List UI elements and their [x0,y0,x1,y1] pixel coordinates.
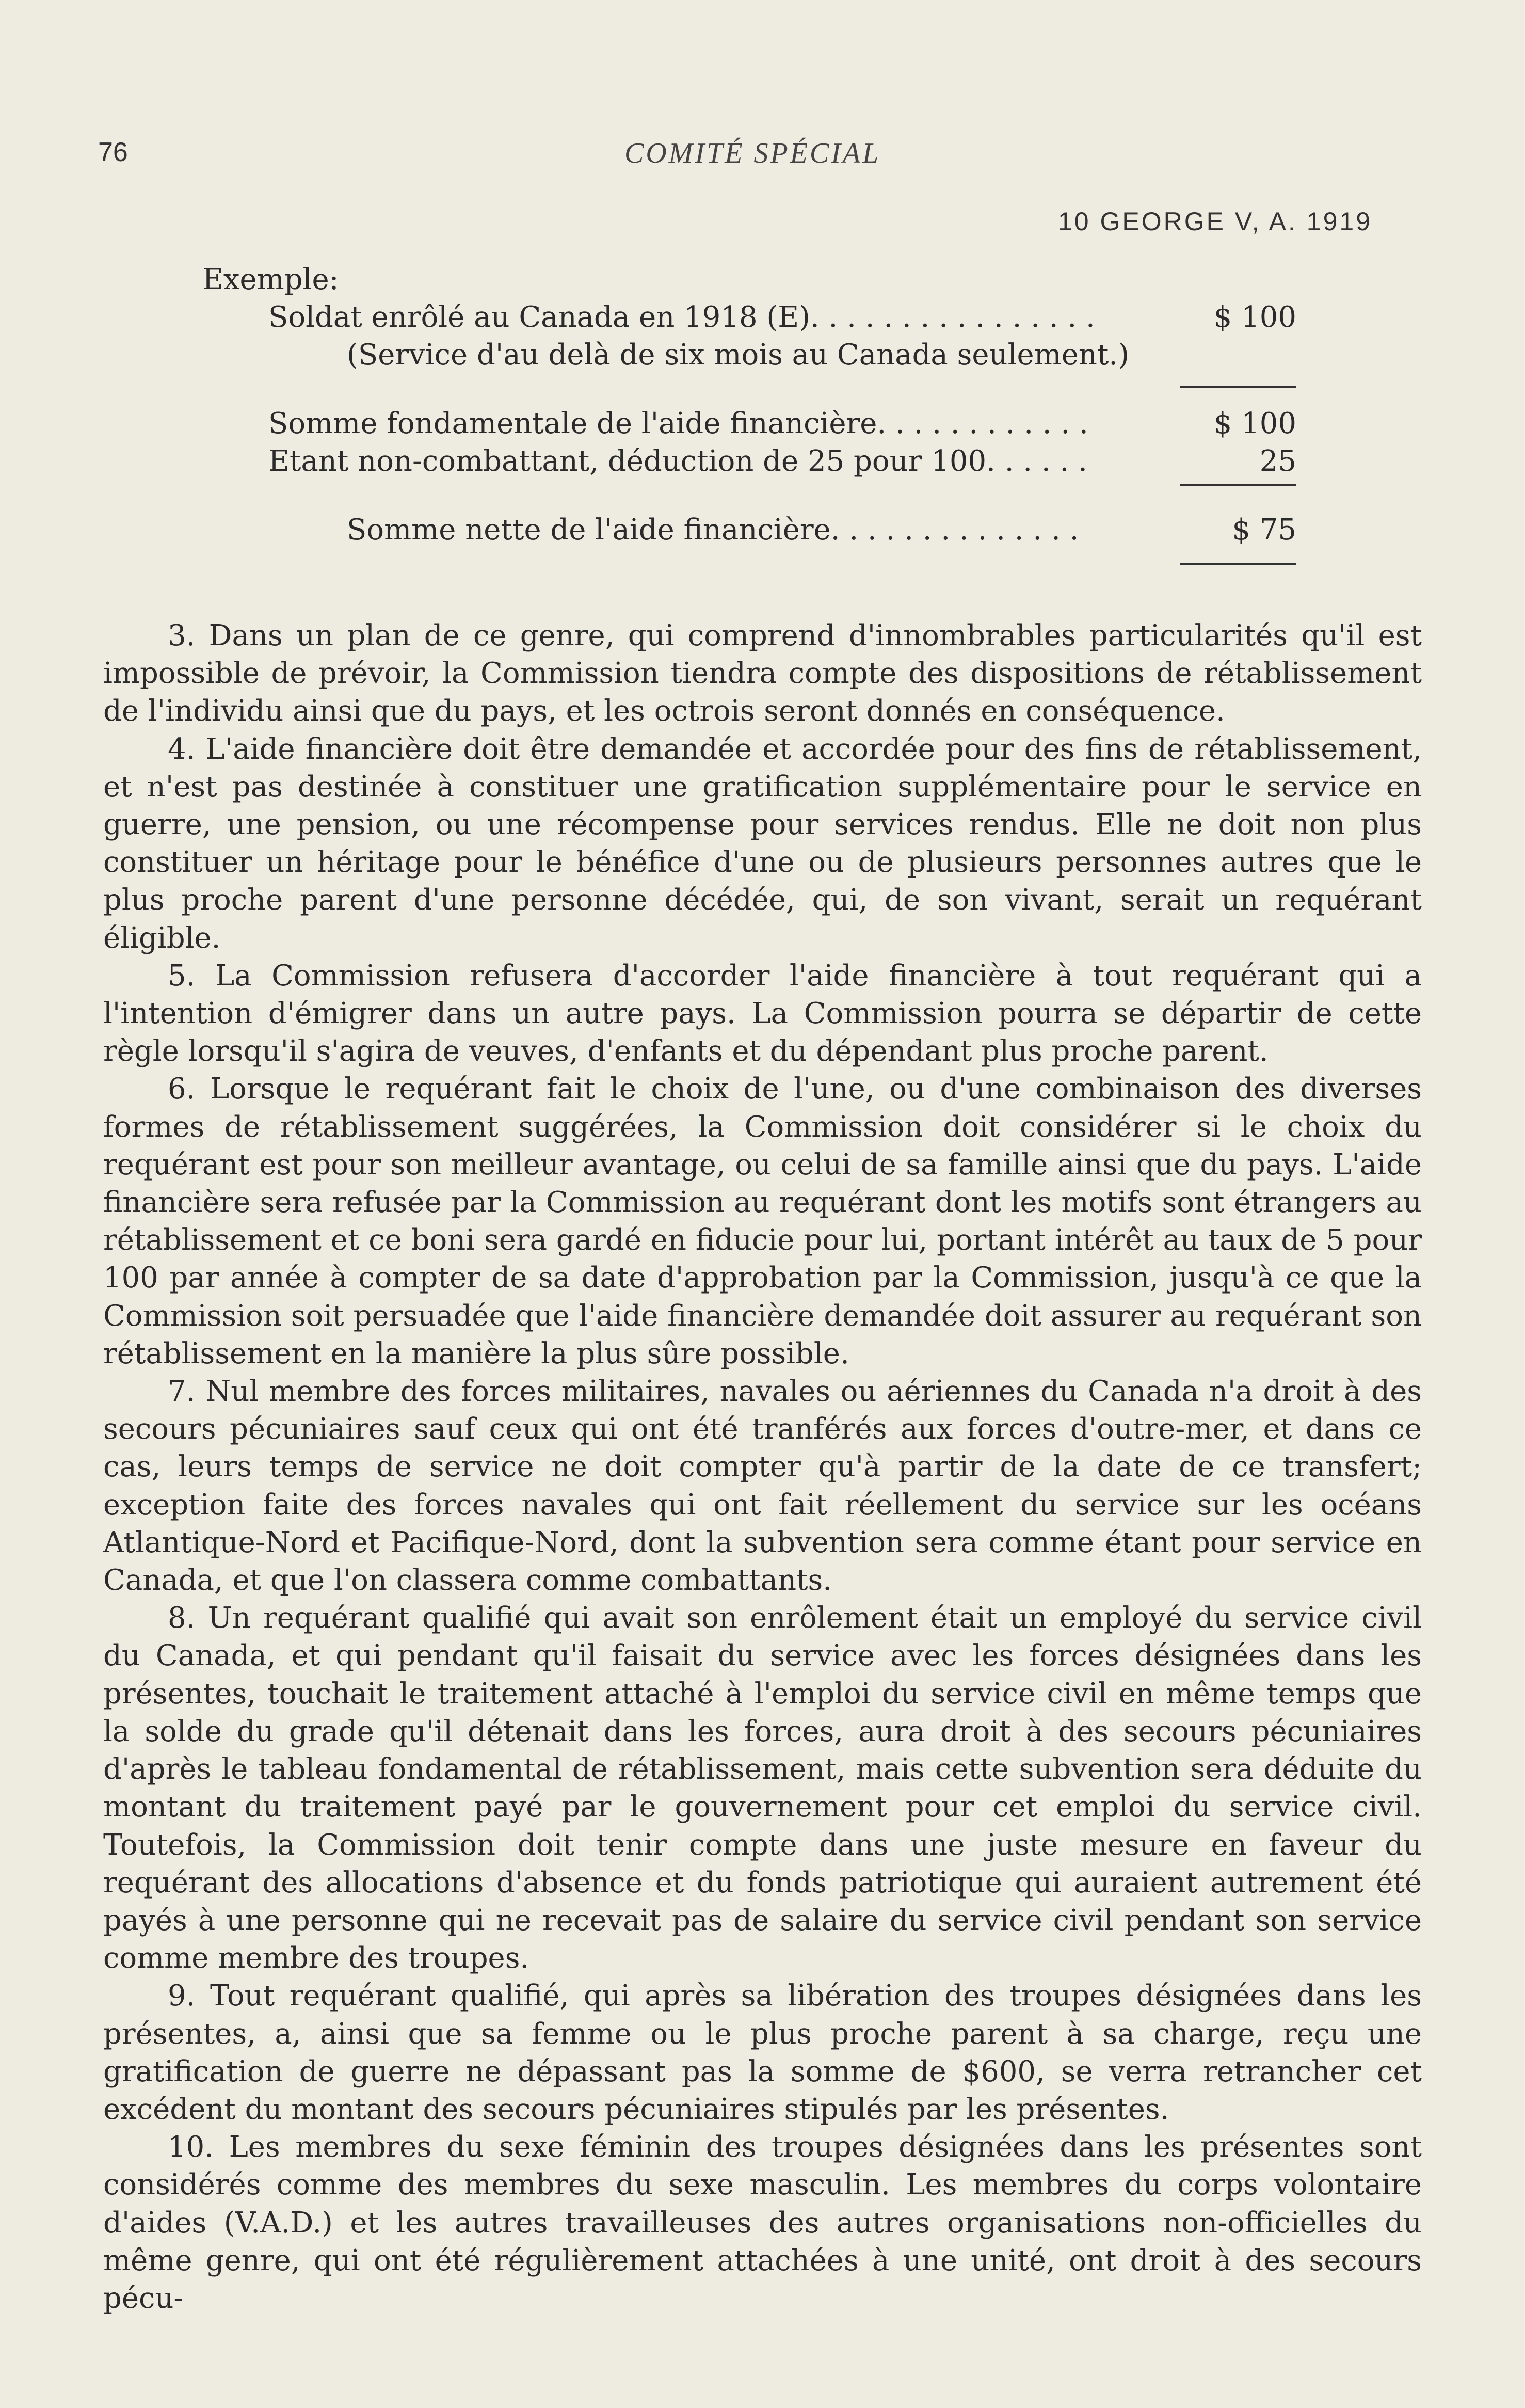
rule-gap [202,480,1296,511]
page-number: 76 [98,137,128,167]
session-label: 10 GEORGE V, A. 1919 [1058,207,1373,236]
sum-rule [1180,563,1296,565]
example-line-note [202,336,1296,374]
page-header [98,137,1424,178]
body-text [103,617,1422,2317]
paragraph-3: 3. Dans un plan de ce genre, qui comprend d'innombrables particularités qu'il est impossible de prévoir, la Commission tiendra compte des dispositions de rétablissement de l'individu ainsi que du pays, et les octrois seront donnés en conséquence. [103,619,1422,728]
example-line-amount: $ 100 [1213,300,1296,334]
paragraph-4: 4. L'aide financière doit être demandée et accordée pour des fins de rétablissement, et n'est pas destinée à constituer une gratification supplémentaire pour le service en guerre, une pension, ou une récompense pour services rendus. Elle ne doit non plus constituer un héritage pour le bénéfice d'une ou de plusieurs personnes autres que le plus proche parent d'une personne décédée, qui, de son vivant, serait un requérant éligible. [103,732,1422,955]
sum-rule [1180,386,1296,388]
paragraph-5: 5. La Commission refusera d'accorder l'aide financière à tout requérant qui a l'intention d'émigrer dans un autre pays. La Commission pourra se départir de cette règle lorsqu'il s'agira de veuves, d'enfants et du dépendant plus proche parent. [103,959,1422,1069]
paragraph-7: 7. Nul membre des forces militaires, navales ou aériennes du Canada n'a droit à des secours pécuniaires sauf ceux qui ont été tranférés aux forces d'outre-mer, et dans ce cas, leurs temps de service ne doit compter qu'à partir de la date de ce transfert; exception faite des forces navales qui ont fait réellement du service sur les océans Atlantique-Nord et Pacifique-Nord, dont la subvention sera comme étant pour service en Canada, et que l'on classera comme combattants. [103,1375,1422,1598]
example-line-label: Etant non-combattant, déduction de 25 pour 100. . . . . . [268,444,1087,478]
paragraph-6: 6. Lorsque le requérant fait le choix de l'une, ou d'une combinaison des diverses formes de rétablissement suggérées, la Commission doit considérer si le choix du requérant est pour son meilleur avantage, ou celui de sa famille ainsi que du pays. L'aide financière sera refusée par la Commission au requérant dont les motifs sont étrangers au rétablissement et ce boni sera gardé en fiducie pour lui, portant intérêt au taux de 5 pour 100 par année à compter de sa date d'approbation par la Commission, jusqu'à ce que la Commission soit persuadée que l'aide financière demandée doit assurer au requérant son rétablissement en la manière la plus sûre possible. [103,1072,1422,1370]
example-line-label: Somme fondamentale de l'aide financière. . . . . . . . . . . . [268,407,1088,440]
example-line-amount: 25 [1259,444,1296,478]
example-line-soldier [202,298,1296,336]
example-line-label: (Service d'au delà de six mois au Canada seulement.) [347,338,1130,372]
example-line-label: Soldat enrôlé au Canada en 1918 (E). . . . . . . . . . . . . . . . [268,300,1095,334]
paragraph-10: 10. Les membres du sexe féminin des troupes désignées dans les présentes sont considérés comme des membres du sexe masculin. Les membres du corps volontaire d'aides (V.A.D.) et les autres travailleuses des autres organisations non-officielles du même genre, qui ont été régulièrement attachées à une unité, ont droit à des secours pécu- [103,2130,1422,2315]
example-line-deduction [202,442,1296,480]
rule-gap [202,374,1296,405]
example-line-label: Somme nette de l'aide financière. . . . . . . . . . . . . . [347,513,1079,547]
sum-rule [1180,484,1296,486]
paragraph-9: 9. Tout requérant qualifié, qui après sa libération des troupes désignées dans les présentes, a, ainsi que sa femme ou le plus proche parent à sa charge, reçu une gratification de guerre ne dépassant pas la somme de $600, se verra retrancher cet excédent du montant des secours pécuniaires stipulés par les présentes. [103,1979,1422,2126]
example-line-net [202,511,1296,549]
paragraph-8: 8. Un requérant qualifié qui avait son enrôlement était un employé du service civil du Canada, et qui pendant qu'il faisait du service avec les forces désignées dans les présentes, touchait le traitement attaché à l'emploi du service civil en même temps que la solde du grade qu'il détenait dans les forces, aura droit à des secours pécuniaires d'après le tableau fondamental de rétablissement, mais cette subvention sera déduite du montant du traitement payé par le gouvernement pour cet emploi du service civil. Toutefois, la Commission doit tenir compte dans une juste mesure en faveur du requérant des allocations d'absence et du fonds patriotique qui auraient autrement été payés à une personne qui ne recevait pas de salaire du service civil pendant son service comme membre des troupes. [103,1601,1422,1975]
example-line-amount: $ 75 [1232,513,1296,547]
rule-gap [202,549,1296,580]
example-calculation [202,261,1296,580]
example-heading: Exemple: [202,263,339,296]
example-line-amount: $ 100 [1213,407,1296,440]
running-title: COMITÉ SPÉCIAL [624,137,881,169]
example-line-base [202,405,1296,442]
